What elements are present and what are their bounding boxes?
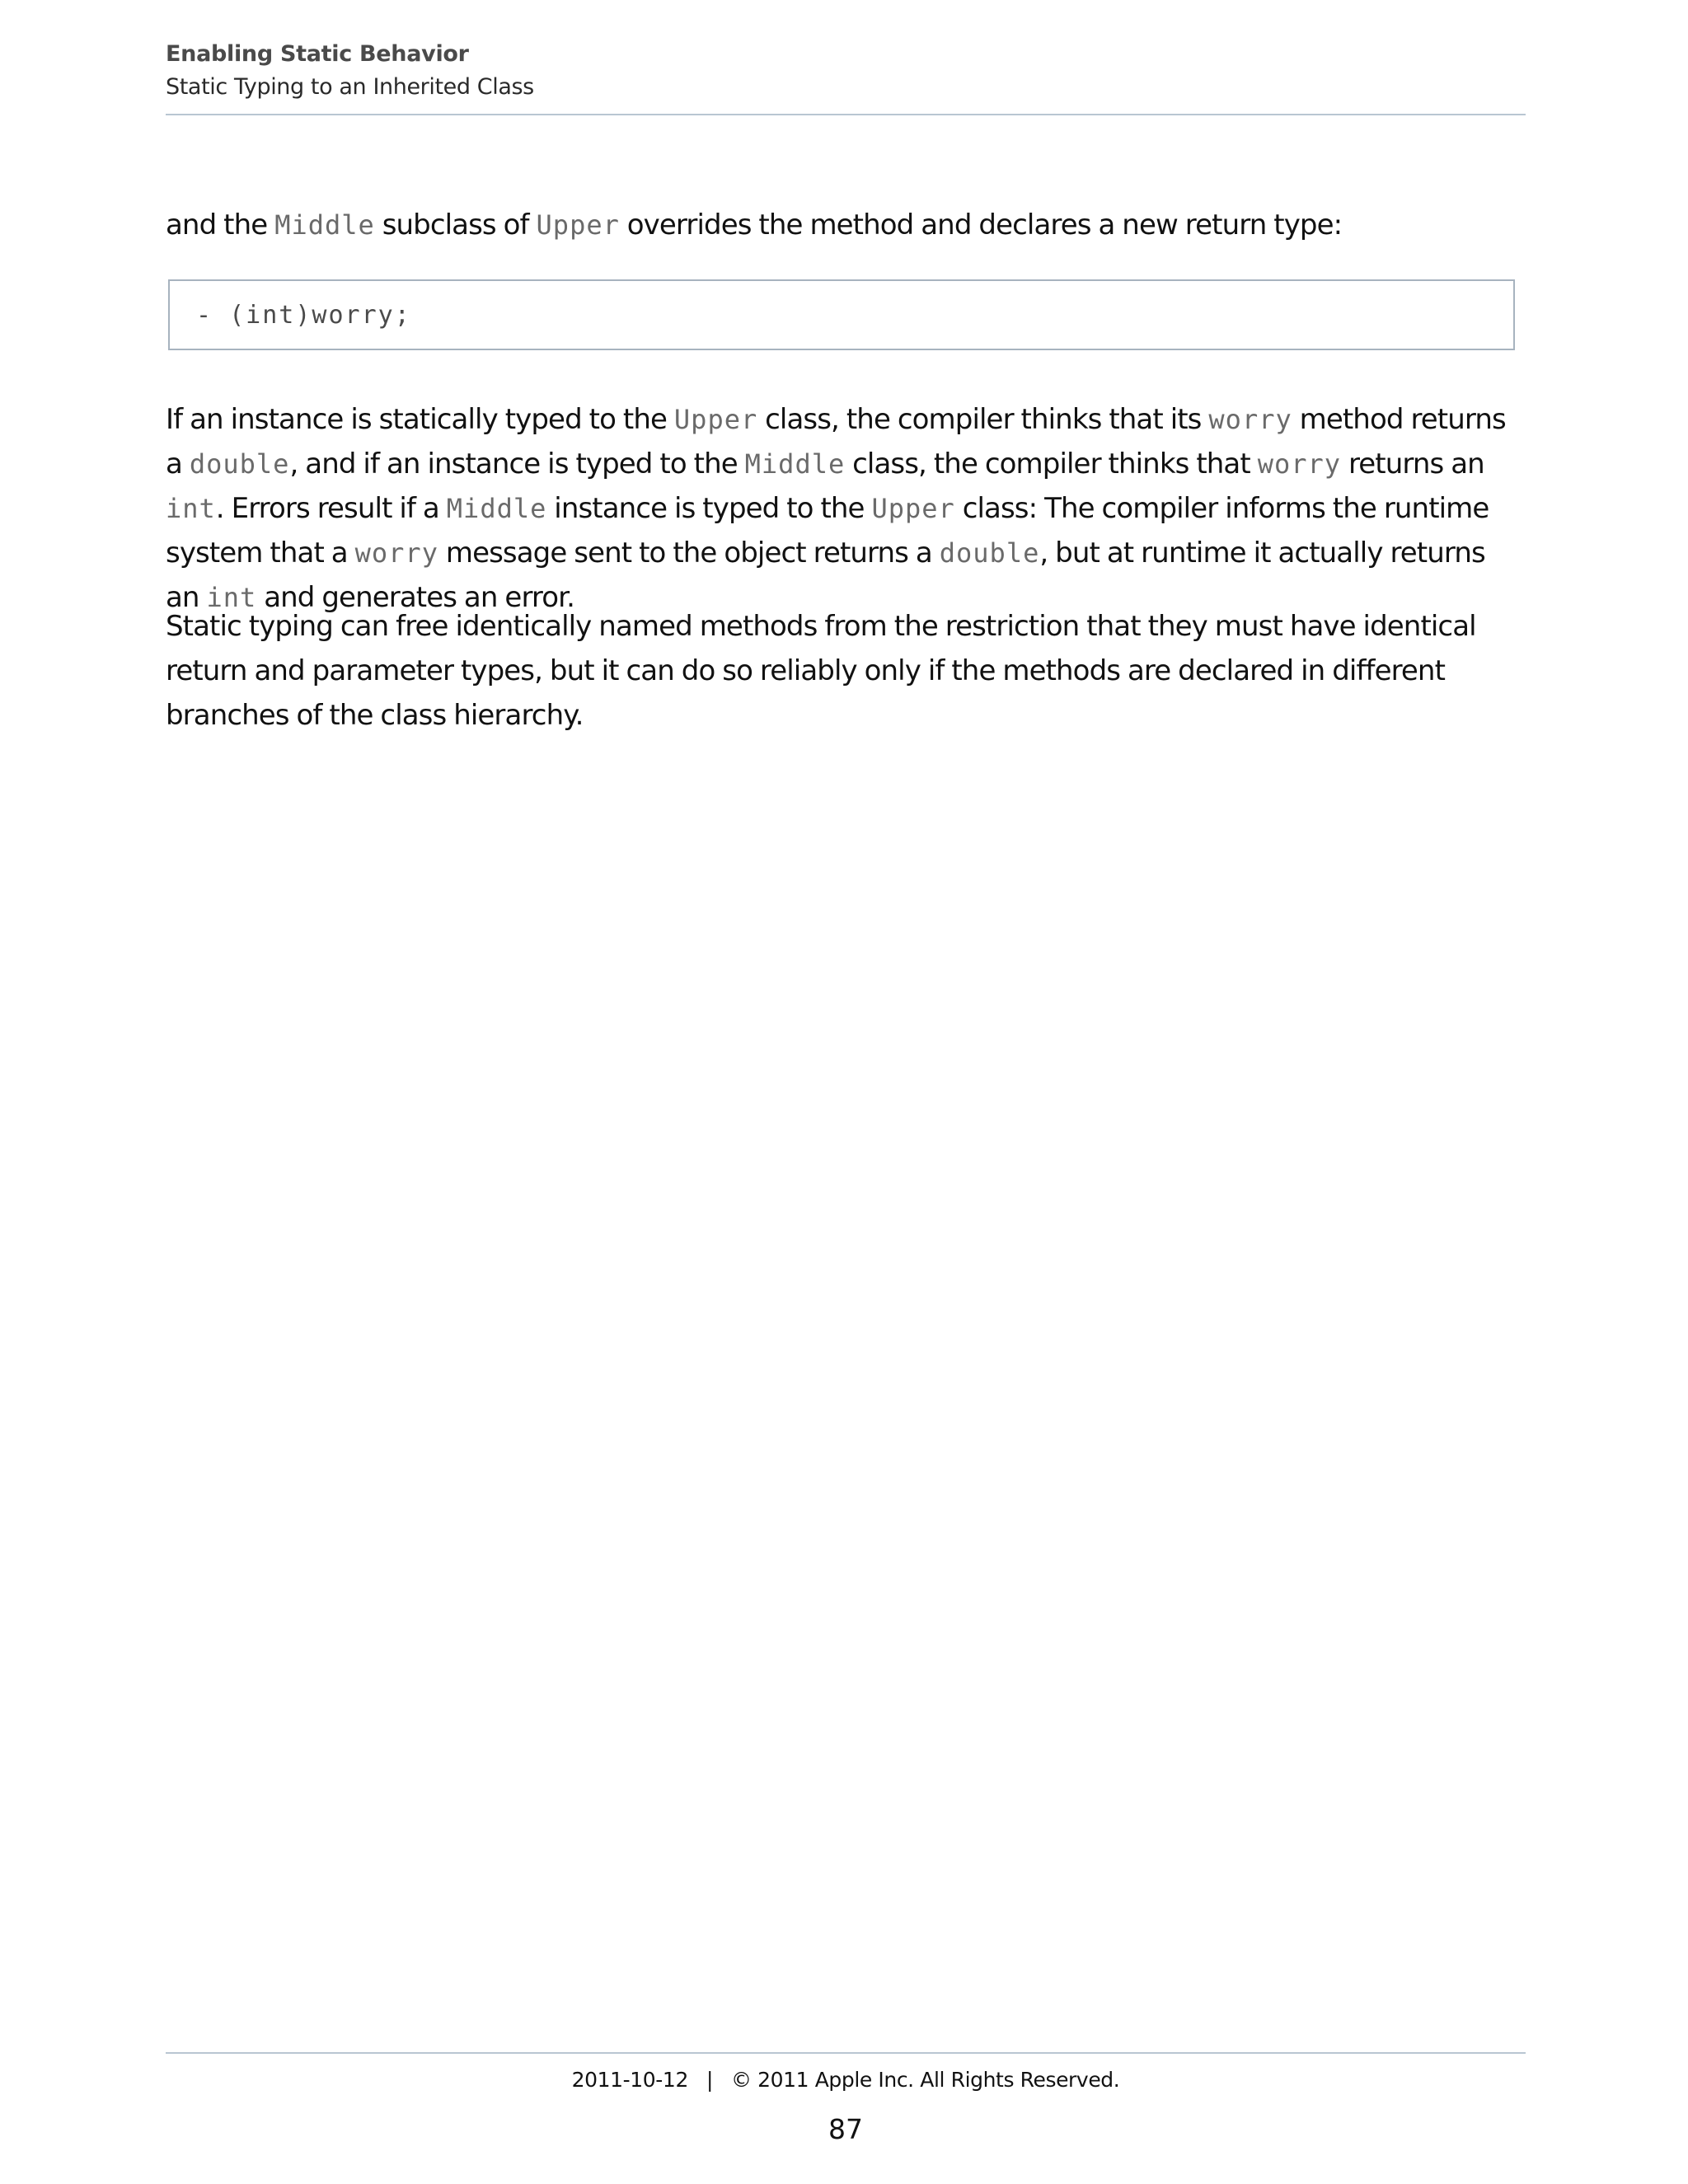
- inline-code-double: double: [939, 537, 1040, 569]
- section-title: Static Typing to an Inherited Class: [166, 74, 534, 100]
- text-run: . Errors result if a: [215, 492, 447, 525]
- text-run: message sent to the object returns a: [438, 537, 940, 569]
- text-run: instance is typed to the: [546, 492, 872, 525]
- page-footer: [166, 2064, 1526, 2097]
- text-run: and generates an error.: [256, 581, 575, 614]
- text-run: class, the compiler thinks that: [845, 448, 1258, 480]
- text-run: method returns a: [166, 403, 1506, 480]
- header-divider: [166, 114, 1526, 115]
- inline-code-upper: Upper: [871, 493, 955, 524]
- inline-code-int: int: [166, 493, 216, 524]
- inline-code-upper: Upper: [673, 404, 758, 435]
- text-run: , and if an instance is typed to the: [289, 448, 745, 480]
- page-number: 87: [828, 2113, 863, 2145]
- inline-code-middle: Middle: [744, 448, 846, 480]
- text-run: overrides the method and declares a new return type:: [619, 209, 1343, 241]
- chapter-title: Enabling Static Behavior: [166, 41, 469, 67]
- page-header: [166, 38, 1526, 104]
- inline-code-worry: worry: [1257, 448, 1342, 480]
- text-run: , but at runtime it actually returns an: [166, 537, 1485, 614]
- inline-code-worry: worry: [354, 537, 438, 569]
- code-line: - (int)worry;: [196, 301, 411, 330]
- footer-date: 2011-10-12: [571, 2068, 688, 2092]
- footer-copyright: © 2011 Apple Inc. All Rights Reserved.: [730, 2068, 1120, 2092]
- inline-code-middle: Middle: [446, 493, 547, 524]
- paragraph-static-typing-errors: [166, 397, 1526, 620]
- inline-code-upper: Upper: [536, 209, 620, 241]
- text-run: If an instance is statically typed to the: [166, 403, 674, 436]
- text-run: returns an: [1341, 448, 1484, 480]
- text-run: subclass of: [374, 209, 537, 241]
- text-run: and the: [166, 209, 275, 241]
- text-run: class: The compiler informs the runtime system that a: [166, 492, 1489, 569]
- inline-code-middle: Middle: [274, 209, 375, 241]
- code-block: [168, 279, 1515, 350]
- inline-code-worry: worry: [1208, 404, 1292, 435]
- paragraph-static-typing-benefit: Static typing can free identically named methods from the restriction that they must have identical return and parameter types, but it can do so reliably only if the methods are declared in different branches of the class hierarchy.: [166, 610, 1476, 732]
- inline-code-double: double: [189, 448, 290, 480]
- paragraph-intro: [166, 203, 1526, 247]
- text-run: class, the compiler thinks that its: [757, 403, 1209, 436]
- footer-separator: |: [706, 2068, 713, 2092]
- inline-code-int: int: [206, 582, 257, 613]
- footer-divider: [166, 2052, 1526, 2054]
